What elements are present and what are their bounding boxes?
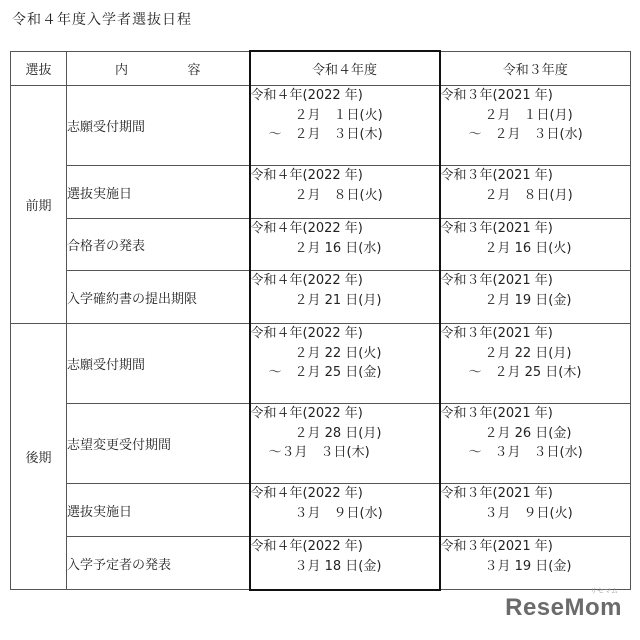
item-label: 志願受付期間	[67, 324, 250, 404]
date-line: ３月 18 日(金)	[294, 558, 382, 574]
item-label: 志望変更受付期間	[67, 404, 250, 484]
date-line: ２月 22 日(月)	[484, 345, 572, 361]
date-line: ２月 16 日(火)	[484, 240, 572, 256]
date-year-line: 令和４年(2022 年)	[250, 168, 363, 183]
date-2022	[250, 537, 440, 590]
phase-late: 後期	[11, 324, 67, 590]
item-label: 選抜実施日	[67, 484, 250, 537]
date-line: ２月 26 日(金)	[484, 425, 572, 441]
table-row	[11, 484, 631, 537]
date-range-line: ～ ２月 25 日(金)	[268, 365, 382, 380]
date-year-line: 令和３年(2021 年)	[440, 486, 553, 501]
date-year-line: 令和４年(2022 年)	[250, 221, 363, 236]
date-range-line: ～ ３月 ３日(水)	[468, 445, 583, 460]
date-2022	[250, 324, 440, 404]
date-line: ２月 １日(火)	[294, 107, 383, 123]
table-row	[11, 404, 631, 484]
item-label: 選抜実施日	[67, 166, 250, 219]
date-line: ２月 ８日(月)	[484, 187, 573, 203]
header-year-2022: 令和４年度	[250, 51, 440, 86]
date-2022	[250, 166, 440, 219]
date-line: ３月 ９日(火)	[484, 505, 573, 521]
date-2021	[440, 324, 631, 404]
date-2022	[250, 86, 440, 166]
date-line: ２月 19 日(金)	[484, 292, 572, 308]
date-line: ３月 ９日(水)	[294, 505, 383, 521]
date-year-line: 令和４年(2022 年)	[250, 539, 363, 554]
date-2022	[250, 271, 440, 324]
table-row	[11, 324, 631, 404]
date-line: ２月 ８日(火)	[294, 187, 383, 203]
date-range-line: ～ ２月 ３日(木)	[268, 127, 383, 142]
date-line: ２月 16 日(水)	[294, 240, 382, 256]
item-label: 入学予定者の発表	[67, 537, 250, 590]
date-2022	[250, 404, 440, 484]
date-2022	[250, 484, 440, 537]
date-2022	[250, 219, 440, 271]
date-year-line: 令和４年(2022 年)	[250, 88, 363, 103]
date-range-line: ～３月 ３日(木)	[268, 445, 370, 460]
date-year-line: 令和４年(2022 年)	[250, 486, 363, 501]
date-line: ２月 21 日(月)	[294, 292, 382, 308]
date-2021	[440, 166, 631, 219]
date-year-line: 令和３年(2021 年)	[440, 539, 553, 554]
phase-early: 前期	[11, 86, 67, 324]
item-label: 志願受付期間	[67, 86, 250, 166]
header-selection: 選抜	[11, 51, 67, 86]
table-row	[11, 271, 631, 324]
date-2021	[440, 86, 631, 166]
header-content-b: 容	[187, 62, 201, 78]
header-row	[11, 51, 631, 86]
date-line: ３月 19 日(金)	[484, 558, 572, 574]
header-content-a: 内	[115, 62, 129, 78]
date-2021	[440, 484, 631, 537]
date-year-line: 令和３年(2021 年)	[440, 168, 553, 183]
date-year-line: 令和３年(2021 年)	[440, 273, 553, 288]
table-row	[11, 86, 631, 166]
date-range-line: ～ ２月 25 日(木)	[468, 365, 582, 380]
date-year-line: 令和３年(2021 年)	[440, 326, 553, 341]
date-range-line: ～ ２月 ３日(水)	[468, 127, 583, 142]
date-year-line: 令和４年(2022 年)	[250, 326, 363, 341]
item-label: 入学確約書の提出期限	[67, 271, 250, 324]
logo-subtitle: リセマム	[590, 587, 618, 595]
date-line: ２月 １日(月)	[484, 107, 573, 123]
date-year-line: 令和３年(2021 年)	[440, 88, 553, 103]
date-2021	[440, 271, 631, 324]
table-row	[11, 537, 631, 590]
date-2021	[440, 537, 631, 590]
date-year-line: 令和３年(2021 年)	[440, 406, 553, 421]
table-row	[11, 166, 631, 219]
date-2021	[440, 404, 631, 484]
header-content	[67, 51, 250, 86]
table-row	[11, 219, 631, 271]
resemom-logo: ReseMom	[505, 594, 622, 621]
date-year-line: 令和３年(2021 年)	[440, 221, 553, 236]
date-2021	[440, 219, 631, 271]
date-line: ２月 28 日(月)	[294, 425, 382, 441]
date-year-line: 令和４年(2022 年)	[250, 273, 363, 288]
date-line: ２月 22 日(火)	[294, 345, 382, 361]
item-label: 合格者の発表	[67, 219, 250, 271]
date-year-line: 令和４年(2022 年)	[250, 406, 363, 421]
header-year-2021: 令和３年度	[440, 51, 631, 86]
schedule-table	[10, 50, 631, 591]
page-title: 令和４年度入学者選抜日程	[12, 12, 192, 28]
